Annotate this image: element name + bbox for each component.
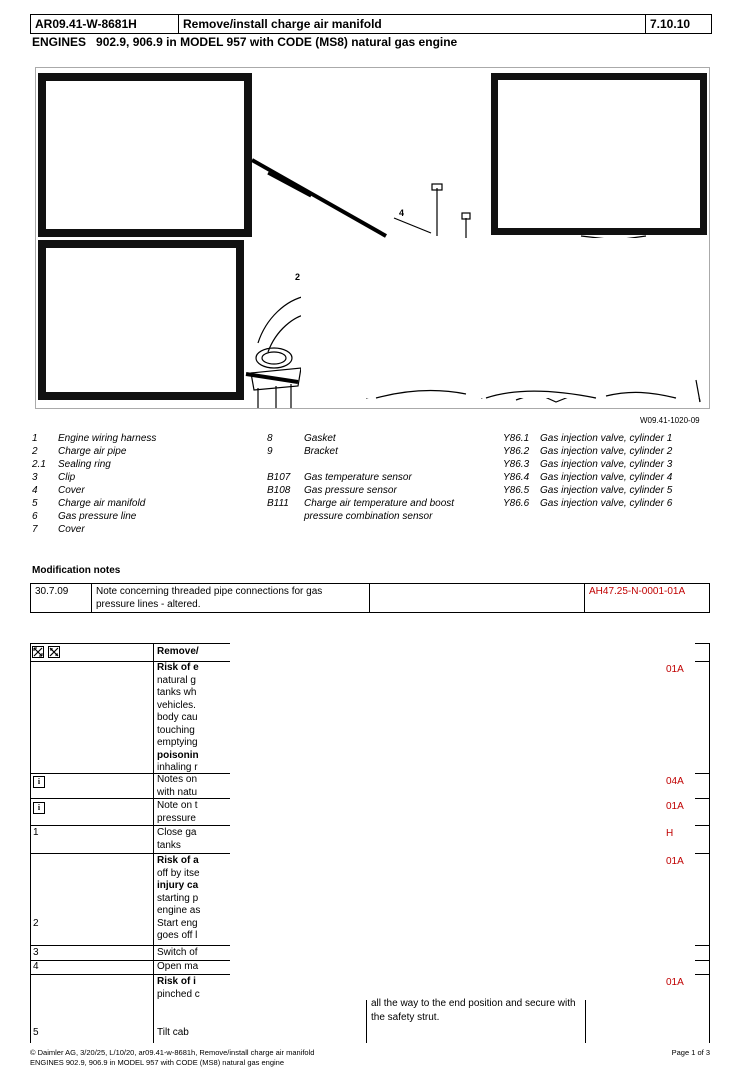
legend-item: Y86.5 Gas injection valve, cylinder 5 [503, 485, 673, 496]
note-text: Note on t pressure [157, 800, 198, 824]
legend-item: B107 Gas temperature sensor [267, 472, 412, 483]
modification-reference-link[interactable]: AH47.25-N-0001-01A [589, 586, 686, 597]
doc-subtitle: ENGINES 902.9, 906.9 in MODEL 957 with CODE (MS8) natural gas engine [32, 35, 458, 49]
footer-copyright: © Daimler AG, 3/20/25, L/10/20, ar09.41-w-8681h, Remove/install charge air manifold [30, 1048, 315, 1057]
legend-item: 9 Bracket [267, 446, 338, 457]
legend-item: 7 Cover [32, 524, 85, 535]
step-number: 1 [33, 827, 39, 838]
legend-item: 5 Charge air manifold [32, 498, 146, 509]
legend-item [267, 458, 497, 471]
step-detail-line: all the way to the end position and secure with [371, 998, 576, 1009]
step-detail-line: the safety strut. [371, 1012, 440, 1023]
occluded-region [230, 643, 695, 1043]
collapse-all-icon[interactable] [48, 646, 60, 658]
procedure-header-label: Remove/ [157, 646, 199, 657]
legend-column-3 [503, 432, 708, 510]
warning-reference-link[interactable]: 01A [666, 977, 684, 988]
modification-text: Note concerning threaded pipe connections for gas pressure lines - altered. [92, 584, 370, 612]
step-number: 4 [33, 961, 39, 972]
note-text: Notes on with natu [157, 774, 198, 798]
figure-code: W09.41-1020-09 [640, 416, 700, 425]
step-number: 3 [33, 947, 39, 958]
step-text: Risk of a off by itse injury ca starting p engine as Start eng goes off l [157, 855, 201, 941]
info-icon: i [33, 802, 45, 814]
legend-item: Y86.3 Gas injection valve, cylinder 3 [503, 459, 673, 470]
document-header [30, 14, 712, 34]
figure-illustration [36, 68, 709, 408]
modification-date: 30.7.09 [31, 584, 92, 612]
modification-notes-title: Modification notes [32, 565, 121, 576]
step-number: 5 [33, 1027, 39, 1038]
legend-item: pressure combination sensor [304, 511, 433, 522]
exploded-view-figure [35, 67, 710, 409]
step-text: Tilt cab [157, 1027, 189, 1038]
legend-item: 1 Engine wiring harness [32, 433, 157, 444]
footer-model: ENGINES 902.9, 906.9 in MODEL 957 with CODE (MS8) natural gas engine [30, 1058, 285, 1067]
legend-column-2 [267, 432, 497, 523]
legend-item: 3 Clip [32, 472, 76, 483]
page-footer [30, 1048, 710, 1068]
warning-reference-link[interactable]: 01A [666, 856, 684, 867]
warning-text: Risk of e natural g tanks wh vehicles. body cau touching emptying poisonin inhaling r [157, 662, 199, 773]
expand-all-icon[interactable] [32, 646, 44, 658]
step-text: Risk of i pinched c [157, 976, 200, 1000]
legend-column-1 [32, 432, 252, 536]
note-reference-link[interactable]: 01A [666, 801, 684, 812]
step-text: Close ga tanks [157, 827, 197, 851]
legend-item: 8 Gasket [267, 433, 336, 444]
doc-title: Remove/install charge air manifold [179, 15, 646, 33]
note-reference-link[interactable]: 04A [666, 776, 684, 787]
legend-item: Y86.2 Gas injection valve, cylinder 2 [503, 446, 673, 457]
warning-reference-link[interactable]: 01A [666, 664, 684, 675]
legend-item: Y86.1 Gas injection valve, cylinder 1 [503, 433, 673, 444]
modification-blank [370, 584, 585, 612]
doc-number: AR09.41-W-8681H [31, 15, 179, 33]
callout-2: 2 [295, 272, 301, 282]
modification-notes-table [30, 583, 710, 613]
legend-item: 2 Charge air pipe [32, 446, 127, 457]
legend-item: B111 Charge air temperature and boost [267, 498, 455, 509]
legend-item: 6 Gas pressure line [32, 511, 137, 522]
legend-item: 4 Cover [32, 485, 85, 496]
legend-item: Y86.6 Gas injection valve, cylinder 6 [503, 498, 673, 509]
step-text: Switch of [157, 947, 198, 958]
info-icon: i [33, 776, 45, 788]
step-reference-link[interactable]: H [666, 828, 674, 839]
callout-4: 4 [399, 208, 405, 218]
page-number: Page 1 of 3 [671, 1048, 710, 1057]
procedure-table [30, 643, 710, 1043]
step-detail-box [366, 1000, 586, 1043]
doc-date: 7.10.10 [650, 17, 691, 31]
legend-item: B108 Gas pressure sensor [267, 485, 397, 496]
step-number: 2 [33, 918, 39, 929]
legend-item: 2.1 Sealing ring [32, 459, 111, 470]
legend-item: Y86.4 Gas injection valve, cylinder 4 [503, 472, 673, 483]
step-text: Open ma [157, 961, 199, 972]
